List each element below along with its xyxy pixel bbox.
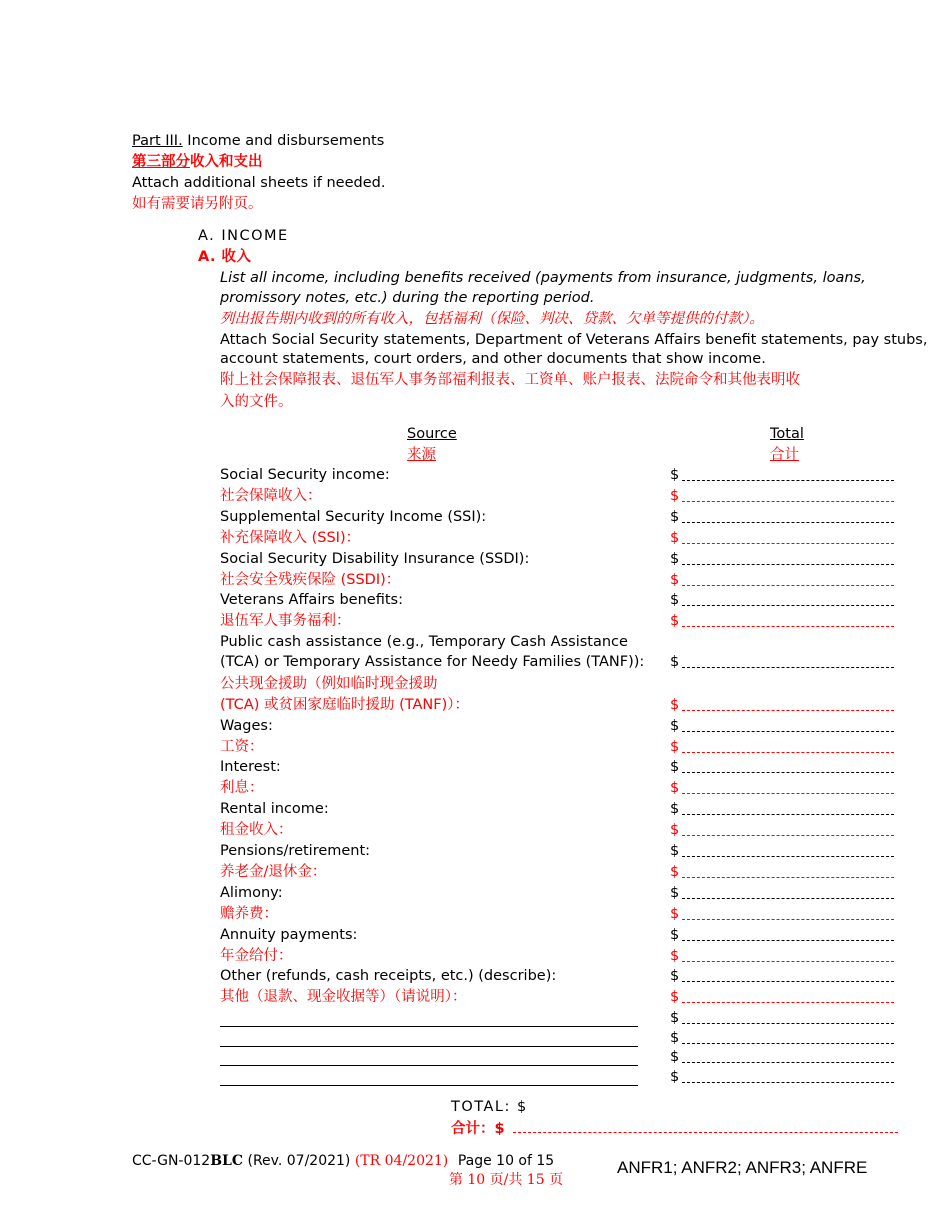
other-description-amount-field[interactable]: $ [670,1008,898,1028]
wages-amount-field-cn[interactable]: $ [670,737,898,757]
total-label-cn: 合计：$ [451,1121,505,1137]
form-suffix: BLC [210,1153,244,1169]
section-heading-cn: A. 收入 [198,249,252,265]
public-cash-assistance-label-line-1: Public cash assistance (e.g., Temporary Cash Assistance [220,634,628,650]
instruction-2-cn-line-1: 附上社会保障报表、退伍军人事务部福利报表、工资单、账户报表、法院命令和其他表明收 [220,372,800,388]
instruction-2-line-2: account statements, court orders, and other documents that show income. [220,351,766,367]
annuity-amount-field-cn[interactable]: $ [670,946,898,966]
other-description-amount-field[interactable]: $ [670,1028,898,1048]
other-description-line[interactable] [220,1026,638,1027]
public-cash-assistance-label-cn-line-2: (TCA) 或贫困家庭临时援助 (TANF)）： [220,697,469,713]
page-number-cn: 第 10 页/共 15 页 [448,1172,564,1188]
attach-note-cn: 如有需要请另附页。 [132,196,263,212]
part-title-cn [132,152,263,172]
pensions-label: Pensions/retirement: [220,843,371,859]
pensions-label-cn: 养老金/退休金： [220,864,327,880]
wages-amount-field[interactable]: $ [670,716,898,736]
annuity-label-cn: 年金给付： [220,948,293,964]
form-revision: (Rev. 07/2021) [243,1153,355,1169]
ssi-label-cn: 补充保障收入 (SSI)： [220,530,361,546]
public-cash-assistance-amount-field-cn[interactable]: $ [670,695,898,715]
ssi-amount-field[interactable]: $ [670,507,898,527]
interest-amount-field[interactable]: $ [670,757,898,777]
other-income-label: Other (refunds, cash receipts, etc.) (describe): [220,968,557,984]
total-label: TOTAL: $ [451,1099,528,1115]
veterans-affairs-amount-field[interactable]: $ [670,590,898,610]
rental-income-amount-field[interactable]: $ [670,799,898,819]
interest-label-cn: 利息： [220,780,264,796]
alimony-amount-field-cn[interactable]: $ [670,904,898,924]
ssdi-label: Social Security Disability Insurance (SSDI): [220,551,530,567]
public-cash-assistance-amount-field[interactable]: $ [670,652,898,672]
translation-revision: (TR 04/2021) [354,1153,449,1169]
rental-income-amount-field-cn[interactable]: $ [670,820,898,840]
source-column-header: Source [407,426,457,442]
interest-label: Interest: [220,759,281,775]
social-security-amount-field-cn[interactable]: $ [670,486,898,506]
form-code: CC-GN-012 [132,1153,211,1169]
part-title-cn-text: 收入和支出 [190,154,263,170]
instruction-1-line-2: promissory notes, etc.) during the reporting period. [220,290,595,306]
veterans-affairs-label: Veterans Affairs benefits: [220,592,403,608]
alimony-label-cn: 赡养费： [220,906,278,922]
ssdi-amount-field[interactable]: $ [670,549,898,569]
part-number-cn: 第三部分 [132,154,190,170]
wages-label: Wages: [220,718,273,734]
instruction-1-cn: 列出报告期内收到的所有收入，包括福利（保险、判决、贷款、欠单等提供的付款）。 [220,311,764,327]
annuity-amount-field[interactable]: $ [670,925,898,945]
annuity-label: Annuity payments: [220,927,358,943]
rental-income-label-cn: 租金收入： [220,822,293,838]
rental-income-label: Rental income: [220,801,329,817]
part-title-text: Income and disbursements [182,133,385,149]
page-number: Page 10 of 15 [457,1153,555,1169]
veterans-affairs-label-cn: 退伍军人事务福利： [220,613,351,629]
form-id [132,1152,448,1170]
total-column-header: Total [770,426,804,442]
wages-label-cn: 工资： [220,739,264,755]
other-description-amount-field[interactable]: $ [670,1047,898,1067]
other-description-line[interactable] [220,1085,638,1086]
social-security-amount-field[interactable]: $ [670,465,898,485]
total-amount-field[interactable] [513,1132,898,1133]
other-description-line[interactable] [220,1046,638,1047]
part-title [132,131,384,151]
other-income-amount-field[interactable]: $ [670,966,898,986]
part-number: Part III. [132,133,183,149]
pensions-amount-field[interactable]: $ [670,841,898,861]
source-column-header-cn: 来源 [407,447,436,463]
other-description-amount-field[interactable]: $ [670,1067,898,1087]
pensions-amount-field-cn[interactable]: $ [670,862,898,882]
total-column-header-cn: 合计 [770,447,799,463]
form-codes: ANFR1; ANFR2; ANFR3; ANFRE [617,1158,868,1177]
ssi-amount-field-cn[interactable]: $ [670,528,898,548]
interest-amount-field-cn[interactable]: $ [670,778,898,798]
ssdi-label-cn: 社会安全残疾保险 (SSDI)： [220,572,401,588]
social-security-label-cn: 社会保障收入： [220,488,322,504]
alimony-amount-field[interactable]: $ [670,883,898,903]
veterans-affairs-amount-field-cn[interactable]: $ [670,611,898,631]
other-description-line[interactable] [220,1065,638,1066]
social-security-label: Social Security income: [220,467,390,483]
attach-note: Attach additional sheets if needed. [132,175,386,191]
other-income-label-cn: 其他（退款、现金收据等）（请说明）： [220,989,467,1005]
instruction-1-line-1: List all income, including benefits received (payments from insurance, judgments, loans, [220,270,866,286]
ssdi-amount-field-cn[interactable]: $ [670,570,898,590]
ssi-label: Supplemental Security Income (SSI): [220,509,487,525]
instruction-2-line-1: Attach Social Security statements, Department of Veterans Affairs benefit statements, pay stubs, [220,332,928,348]
instruction-2-cn-line-2: 入的文件。 [220,394,293,410]
other-income-amount-field-cn[interactable]: $ [670,987,898,1007]
section-heading: A. INCOME [198,228,289,244]
public-cash-assistance-label-cn-line-1: 公共现金援助（例如临时现金援助 [220,676,438,692]
public-cash-assistance-label-line-2: (TCA) or Temporary Assistance for Needy Families (TANF)): [220,654,645,670]
alimony-label: Alimony: [220,885,283,901]
